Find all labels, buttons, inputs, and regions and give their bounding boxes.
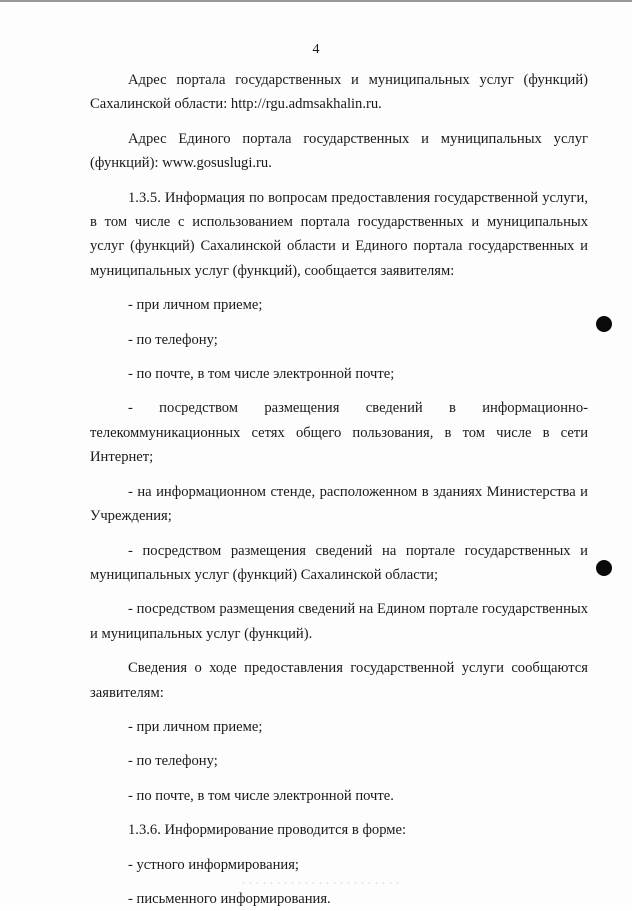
page-number: 4 xyxy=(312,42,320,57)
list-item: - по телефону; xyxy=(128,753,218,770)
paragraph-section-1-3-5: 1.3.5. Информация по вопросам предоставления государственной услуги, в том числе с использованием портала государственных и муниципальных услуг (функций) Сахалинской области и Единого портала государственных и муниципальных услуг (функций), сообщается заявителям: xyxy=(90,189,588,279)
list-item: - по почте, в том числе электронной почте. xyxy=(128,787,394,804)
list-item: - по телефону; xyxy=(128,331,218,348)
scan-top-edge xyxy=(0,0,632,2)
document-body xyxy=(90,68,588,911)
binding-hole-mark xyxy=(596,560,612,576)
paragraph-portal-address: Адрес портала государственных и муниципальных услуг (функций) Сахалинской области: http://rgu.admsakhalin.ru. xyxy=(90,72,588,113)
paragraph-section-1-3-6: 1.3.6. Информирование проводится в форме: xyxy=(128,822,407,839)
list-item: - на информационном стенде, расположенном в зданиях Министерства и Учреждения; xyxy=(90,483,588,525)
paragraph-status-info: Сведения о ходе предоставления государственной услуги сообщаются заявителям: xyxy=(90,660,588,701)
list-item: - при личном приеме; xyxy=(128,297,263,314)
scan-noise xyxy=(240,880,400,886)
binding-hole-mark xyxy=(596,316,612,332)
list-item: - посредством размещения сведений на Едином портале государственных и муниципальных услуг (функций). xyxy=(90,601,588,642)
paragraph-unified-portal-address: Адрес Единого портала государственных и муниципальных услуг (функций): www.gosuslugi.ru. xyxy=(90,130,588,172)
list-item: - устного информирования; xyxy=(128,856,299,873)
list-item: - при личном приеме; xyxy=(128,718,263,735)
list-item: - посредством размещения сведений в информационно-телекоммуникационных сетях общего пользования, в том числе в сети Интернет; xyxy=(90,400,588,466)
list-item: - посредством размещения сведений на портале государственных и муниципальных услуг (функций) Сахалинской области; xyxy=(90,542,588,583)
list-item: - письменного информирования. xyxy=(128,890,331,907)
list-item: - по почте, в том числе электронной почте; xyxy=(128,366,395,383)
